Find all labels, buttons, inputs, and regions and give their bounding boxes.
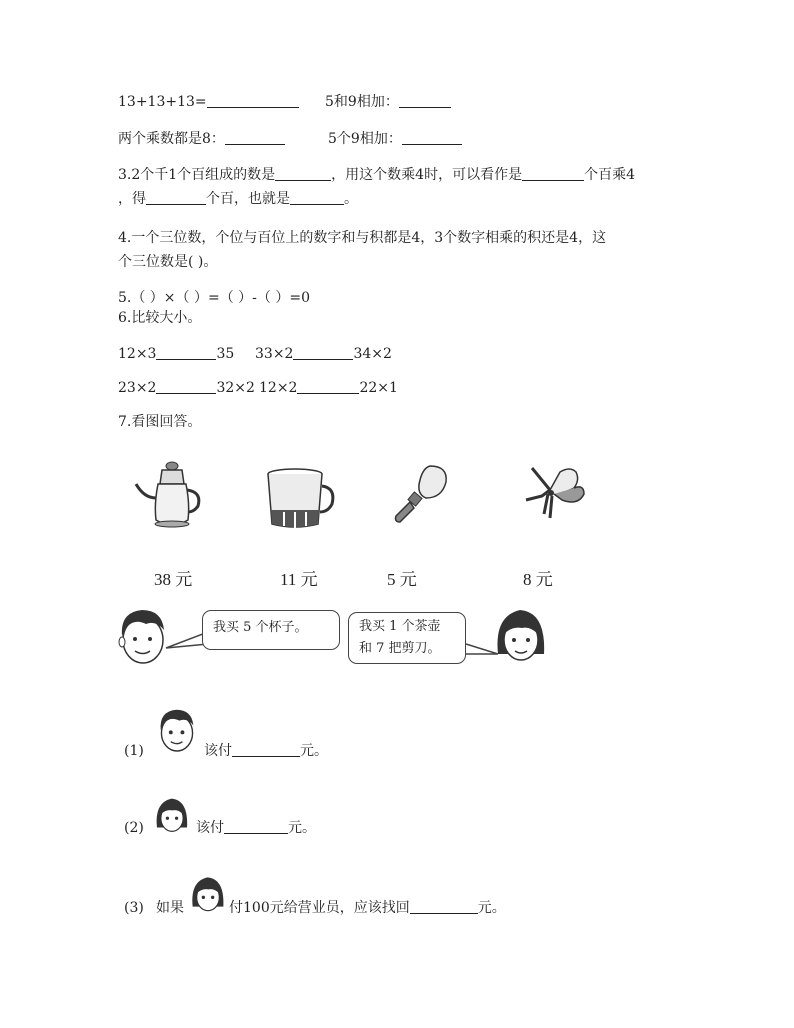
compare-blank[interactable]: [156, 379, 216, 394]
answer-blank[interactable]: [399, 93, 451, 108]
trowel-price: 5 元: [387, 570, 417, 589]
sub1-unit: 元。: [300, 743, 328, 759]
boy-speech-text: 我买 5 个杯子。: [213, 620, 308, 635]
compare-row-1b: [255, 345, 392, 363]
trowel-icon: [390, 462, 452, 526]
compare-left: 23×2: [118, 380, 157, 396]
q5-equation: 5.（ ）×（ ）=（ ）-（ ）=0: [118, 290, 310, 306]
girl-avatar: [494, 606, 548, 664]
answer-blank[interactable]: [146, 190, 206, 205]
compare-left: 12×2: [259, 380, 298, 396]
answer-blank[interactable]: [207, 93, 299, 108]
compare-left: 12×3: [118, 346, 157, 362]
q4-line2: 个三位数是( )。: [118, 254, 218, 270]
compare-right: 35: [216, 346, 235, 362]
scissors-icon: [520, 460, 588, 524]
girl-speech-line1: 我买 1 个茶壶: [359, 619, 441, 634]
cup-icon: [262, 466, 336, 532]
answer-blank[interactable]: [225, 130, 285, 145]
q3-text: 个百，也就是: [206, 191, 290, 207]
answer-blank[interactable]: [402, 130, 462, 145]
girl-avatar-small: [154, 796, 190, 834]
answer-blank[interactable]: [275, 166, 331, 181]
cup-price: 11 元: [280, 570, 318, 589]
q3-text: 3.2个千1个百组成的数是: [118, 167, 276, 183]
q3-text: ，得: [118, 191, 146, 207]
compare-blank[interactable]: [293, 345, 353, 360]
sub3-prefix: 如果: [156, 900, 184, 916]
boy-avatar-small: [156, 706, 198, 754]
compare-right: 32×2: [216, 380, 255, 396]
sub1-answer-line: [204, 742, 328, 760]
compare-right: 22×1: [359, 380, 398, 396]
girl-speech-bubble: [348, 612, 466, 664]
compare-blank[interactable]: [156, 345, 216, 360]
q3-line2: [118, 190, 358, 208]
compare-left: 33×2: [255, 346, 294, 362]
answer-blank[interactable]: [224, 819, 288, 834]
sub1-text: 该付: [204, 743, 232, 759]
answer-blank[interactable]: [410, 899, 478, 914]
compare-blank[interactable]: [297, 379, 359, 394]
compare-row-1: [118, 345, 234, 363]
q7-title: 7.看图回答。: [118, 414, 202, 430]
boy-speech-bubble: [202, 610, 340, 650]
sub2-text: 该付: [196, 820, 224, 836]
teapot-icon: [132, 458, 208, 532]
sub3-unit: 元。: [477, 900, 506, 916]
girl-speech-line2: 和 7 把剪刀。: [359, 641, 441, 656]
sub1-number: (1): [124, 743, 144, 759]
boy-avatar: [116, 606, 170, 666]
scissors-price: 8 元: [523, 570, 553, 589]
girl-avatar-small: [190, 874, 226, 914]
q4-line1: 4.一个三位数，个位与百位上的数字和与积都是4，3个数字相乘的积还是4，这: [118, 230, 607, 246]
five-nines-label: 5个9相加：: [328, 131, 402, 147]
compare-right: 34×2: [353, 346, 392, 362]
teapot-price: 38 元: [154, 570, 193, 589]
q1-row2: [118, 130, 285, 148]
sub3-answer-line: [229, 899, 506, 917]
answer-blank[interactable]: [232, 742, 300, 757]
sum-expression: 13+13+13=: [118, 94, 207, 110]
q1-row1: [118, 93, 299, 111]
answer-blank[interactable]: [522, 166, 584, 181]
q1-five-nines: [328, 130, 462, 148]
q3-text: 个百乘4: [584, 167, 636, 183]
sub3-text: 付100元给营业员，应该找回: [229, 900, 410, 916]
two-factors-label: 两个乘数都是8：: [118, 131, 225, 147]
sub2-answer-line: [196, 819, 316, 837]
q6-title: 6.比较大小。: [118, 310, 202, 326]
compare-row-2b: [259, 379, 398, 397]
answer-blank[interactable]: [290, 190, 344, 205]
q1-add-5-9: [325, 93, 451, 111]
q3-line1: [118, 166, 635, 184]
q3-text: ，用这个数乘4时，可以看作是: [331, 167, 523, 183]
sub2-unit: 元。: [288, 820, 316, 836]
q3-text: 。: [344, 191, 358, 207]
add-5-9-label: 5和9相加：: [325, 94, 399, 110]
compare-row-2: [118, 379, 255, 397]
sub2-number: (2): [124, 820, 144, 836]
sub3-number: (3): [124, 900, 144, 916]
